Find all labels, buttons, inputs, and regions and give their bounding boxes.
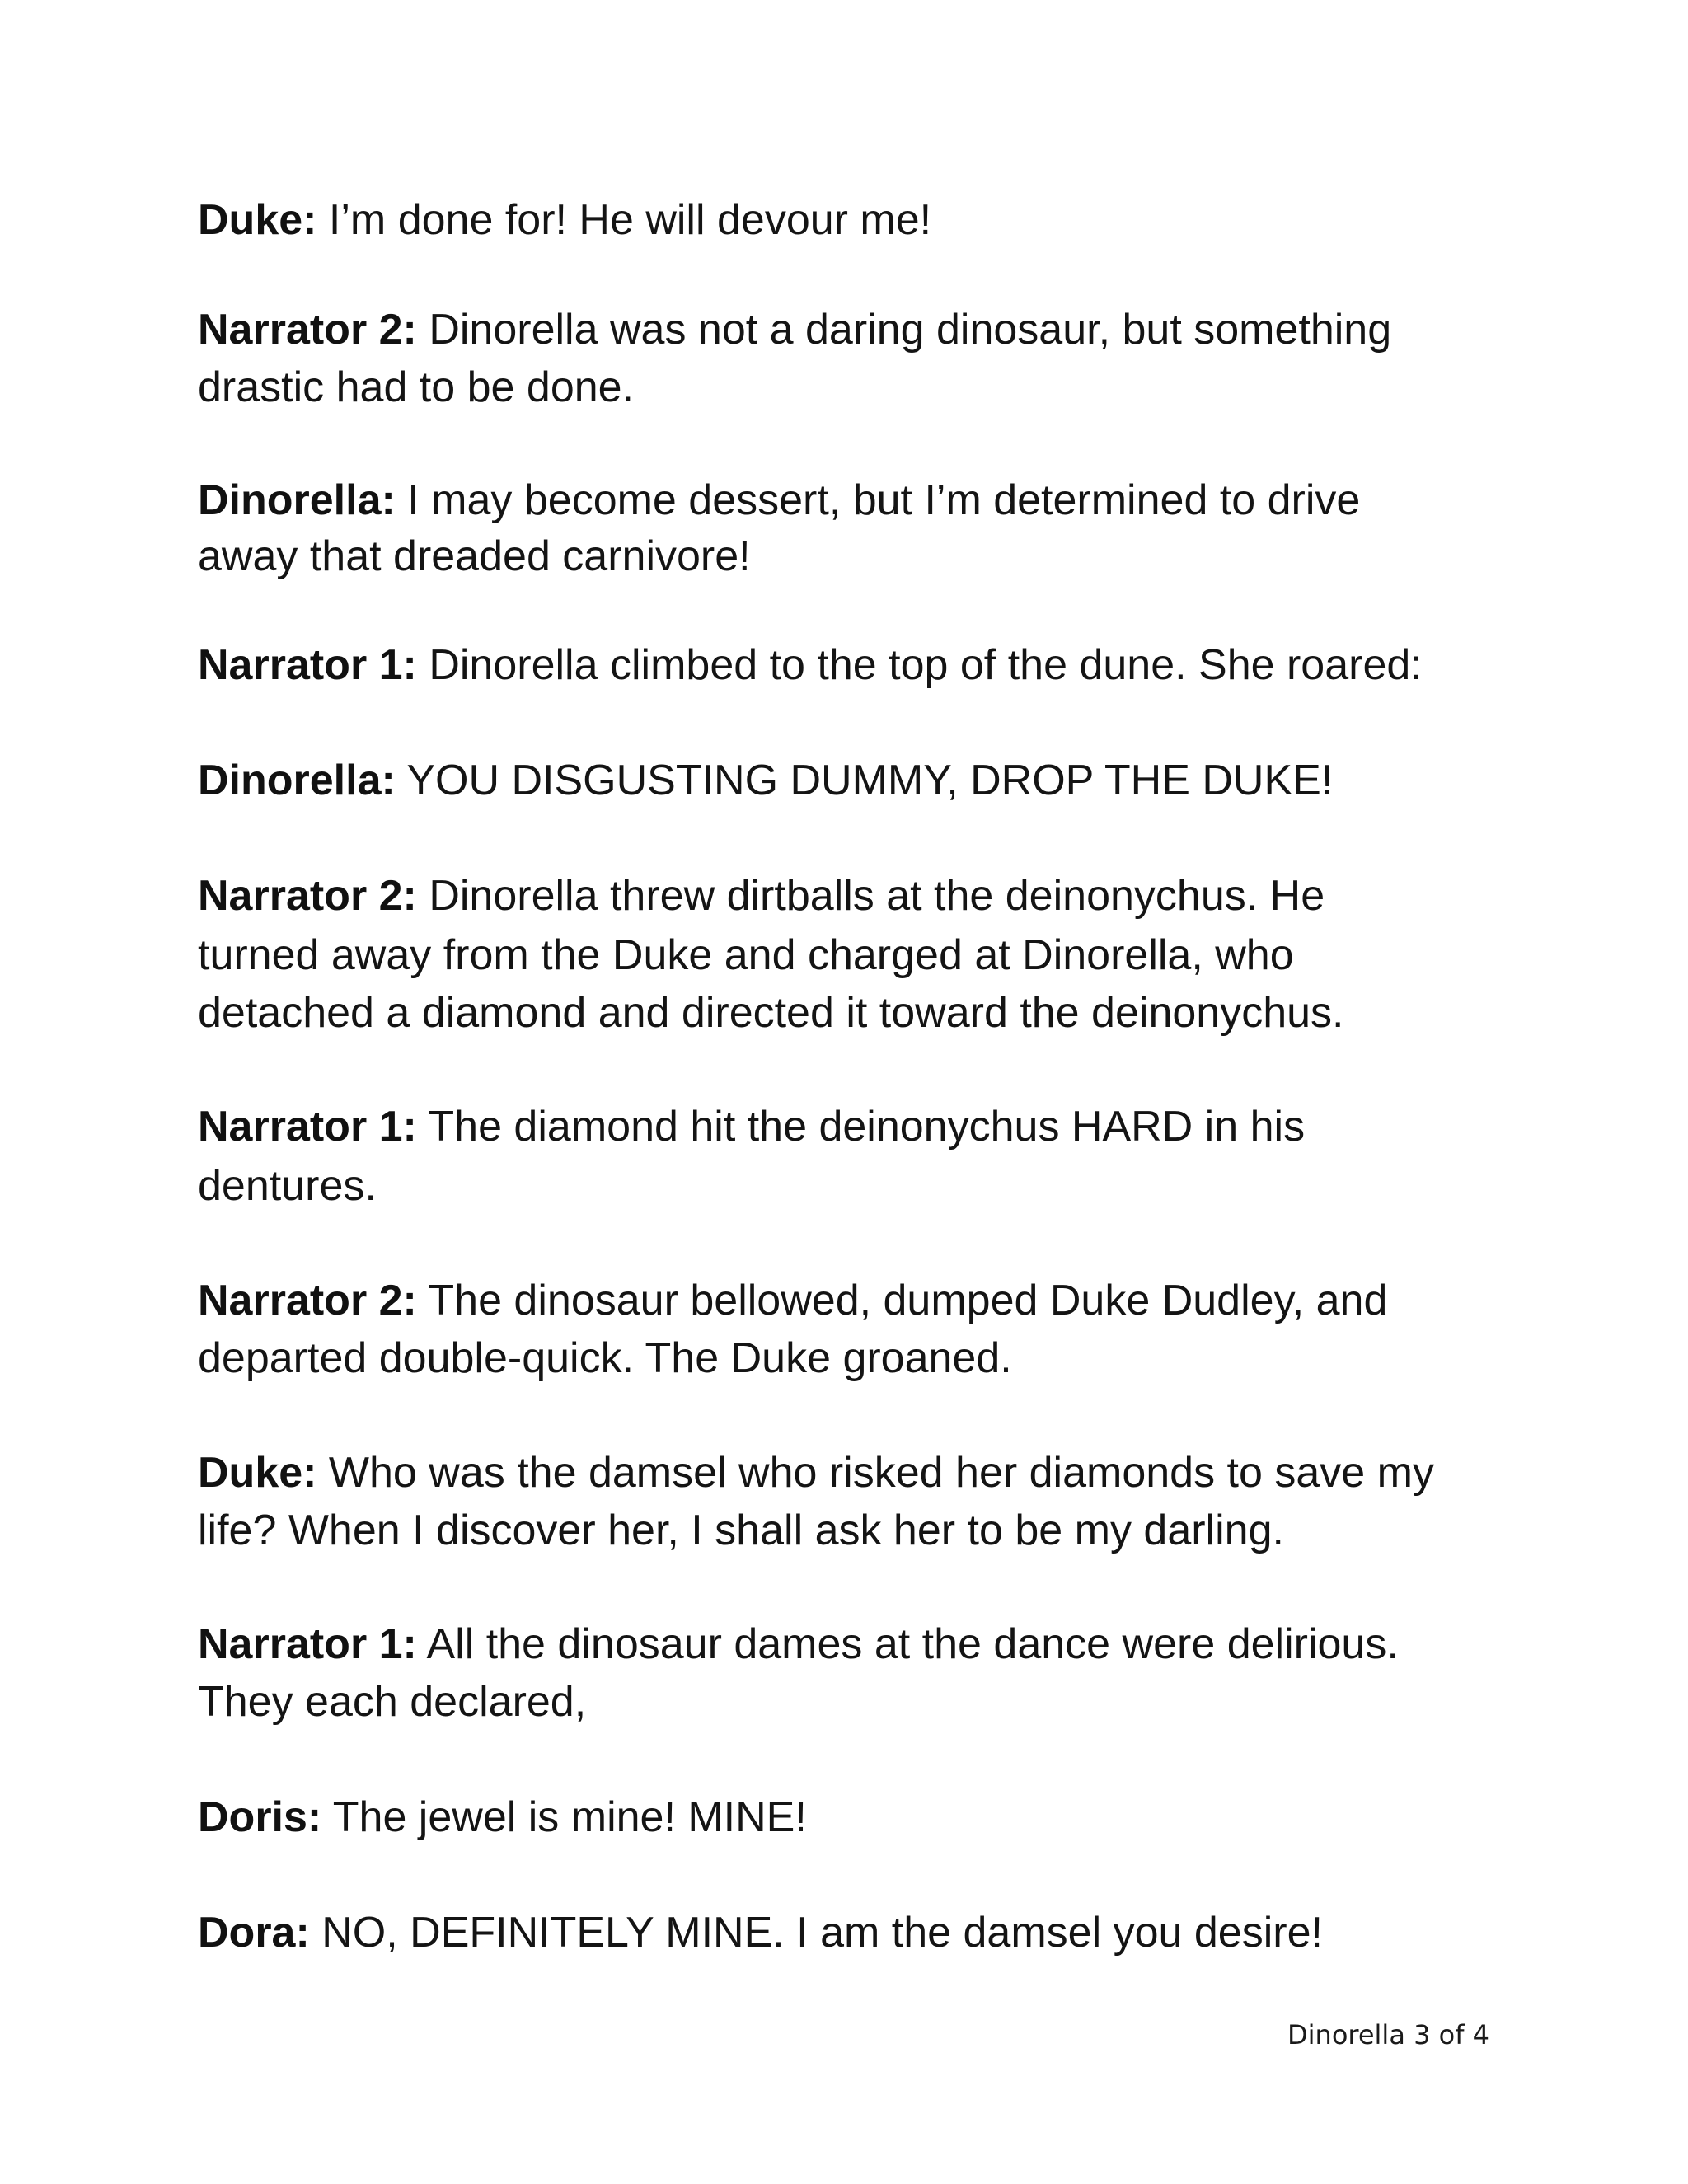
speaker-name: Narrator 1: xyxy=(198,1103,417,1151)
dialogue-text: The diamond hit the deinonychus HARD in his xyxy=(416,1103,1306,1151)
script-line xyxy=(198,191,931,249)
speaker-name: Duke: xyxy=(198,1449,317,1497)
script-line xyxy=(198,1157,377,1215)
dialogue-text: The jewel is mine! MINE! xyxy=(321,1793,807,1841)
dialogue-text: Dinorella threw dirtballs at the deinonychus. He xyxy=(416,872,1325,920)
speaker-name: Dinorella: xyxy=(198,476,396,524)
dialogue-text: departed double-quick. The Duke groaned. xyxy=(198,1334,1012,1382)
speaker-name: Doris: xyxy=(198,1793,322,1841)
script-line xyxy=(198,359,634,416)
dialogue-text: life? When I discover her, I shall ask her to be my darling. xyxy=(198,1507,1284,1554)
script-line xyxy=(198,926,1294,984)
dialogue-text: The dinosaur bellowed, dumped Duke Dudley, and xyxy=(416,1277,1388,1324)
dialogue-text: All the dinosaur dames at the dance were delirious. xyxy=(416,1620,1399,1668)
dialogue-text: NO, DEFINITELY MINE. I am the damsel you desire! xyxy=(309,1909,1323,1957)
dialogue-text: I’m done for! He will devour me! xyxy=(316,196,932,244)
script-line xyxy=(198,867,1325,925)
script-line xyxy=(198,471,1360,529)
dialogue-text: Dinorella was not a daring dinosaur, but something xyxy=(416,306,1392,354)
dialogue-text: Dinorella climbed to the top of the dune. She roared: xyxy=(416,641,1423,689)
dialogue-text: drastic had to be done. xyxy=(198,363,635,411)
dialogue-text: YOU DISGUSTING DUMMY, DROP THE DUKE! xyxy=(395,757,1334,804)
script-line xyxy=(198,1272,1387,1329)
script-line xyxy=(198,1329,1012,1387)
dialogue-text: away that dreaded carnivore! xyxy=(198,532,751,580)
dialogue-text: Who was the damsel who risked her diamonds to save my xyxy=(316,1449,1434,1497)
script-line xyxy=(198,301,1391,359)
script-line xyxy=(198,527,751,585)
script-line xyxy=(198,1788,807,1846)
script-line xyxy=(198,1444,1434,1502)
page-footer: Dinorella 3 of 4 xyxy=(1287,2019,1489,2050)
speaker-name: Dora: xyxy=(198,1909,310,1957)
script-line xyxy=(198,752,1333,809)
speaker-name: Narrator 2: xyxy=(198,872,417,920)
script-line xyxy=(198,1502,1284,1559)
script-line xyxy=(198,1673,586,1731)
script-line xyxy=(198,984,1344,1042)
speaker-name: Narrator 2: xyxy=(198,1277,417,1324)
script-line xyxy=(198,1098,1305,1155)
dialogue-text: dentures. xyxy=(198,1162,377,1210)
speaker-name: Narrator 1: xyxy=(198,1620,417,1668)
speaker-name: Dinorella: xyxy=(198,757,396,804)
dialogue-text: They each declared, xyxy=(198,1678,587,1726)
dialogue-text: detached a diamond and directed it toward the deinonychus. xyxy=(198,989,1344,1037)
script-line xyxy=(198,1615,1399,1673)
speaker-name: Narrator 2: xyxy=(198,306,417,354)
script-line xyxy=(198,636,1423,694)
speaker-name: Duke: xyxy=(198,196,317,244)
script-line xyxy=(198,1904,1323,1961)
dialogue-text: I may become dessert, but I’m determined to drive xyxy=(395,476,1361,524)
speaker-name: Narrator 1: xyxy=(198,641,417,689)
dialogue-text: turned away from the Duke and charged at Dinorella, who xyxy=(198,931,1294,979)
